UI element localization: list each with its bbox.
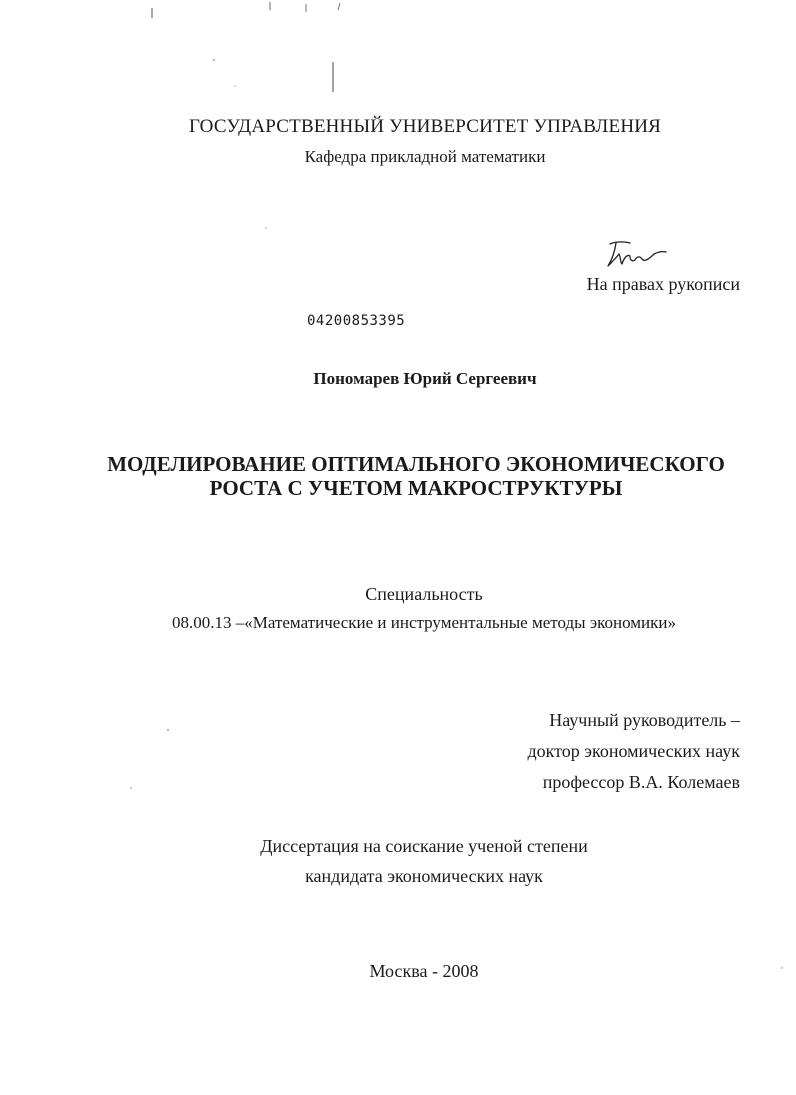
dissertation-line-1: Диссертация на соискание ученой степени <box>260 836 588 856</box>
registration-number: 04200853395 <box>307 313 406 329</box>
advisor-degree: доктор экономических наук <box>527 741 740 761</box>
advisor-name: профессор В.А. Колемаев <box>542 772 740 792</box>
dissertation-line-2: кандидата экономических наук <box>305 866 543 886</box>
department-name: Кафедра прикладной математики <box>304 147 546 166</box>
city-year: Москва - 2008 <box>369 961 479 981</box>
advisor-role: Научный руководитель – <box>549 710 740 730</box>
university-name: ГОСУДАРСТВЕННЫЙ УНИВЕРСИТЕТ УПРАВЛЕНИЯ <box>188 116 662 137</box>
author-name: Пономарев Юрий Сергеевич <box>313 369 537 388</box>
specialty-value: 08.00.13 –«Математические и инструментальные методы экономики» <box>171 613 676 632</box>
signature-icon <box>604 240 668 270</box>
specialty-label: Специальность <box>365 584 483 604</box>
dissertation-title <box>18 452 796 500</box>
title-line-1: МОДЕЛИРОВАНИЕ ОПТИМАЛЬНОГО ЭКОНОМИЧЕСКОГО <box>107 452 725 476</box>
title-line-2: РОСТА С УЧЕТОМ МАКРОСТРУКТУРЫ <box>209 476 623 500</box>
manuscript-note: На правах рукописи <box>586 274 740 294</box>
